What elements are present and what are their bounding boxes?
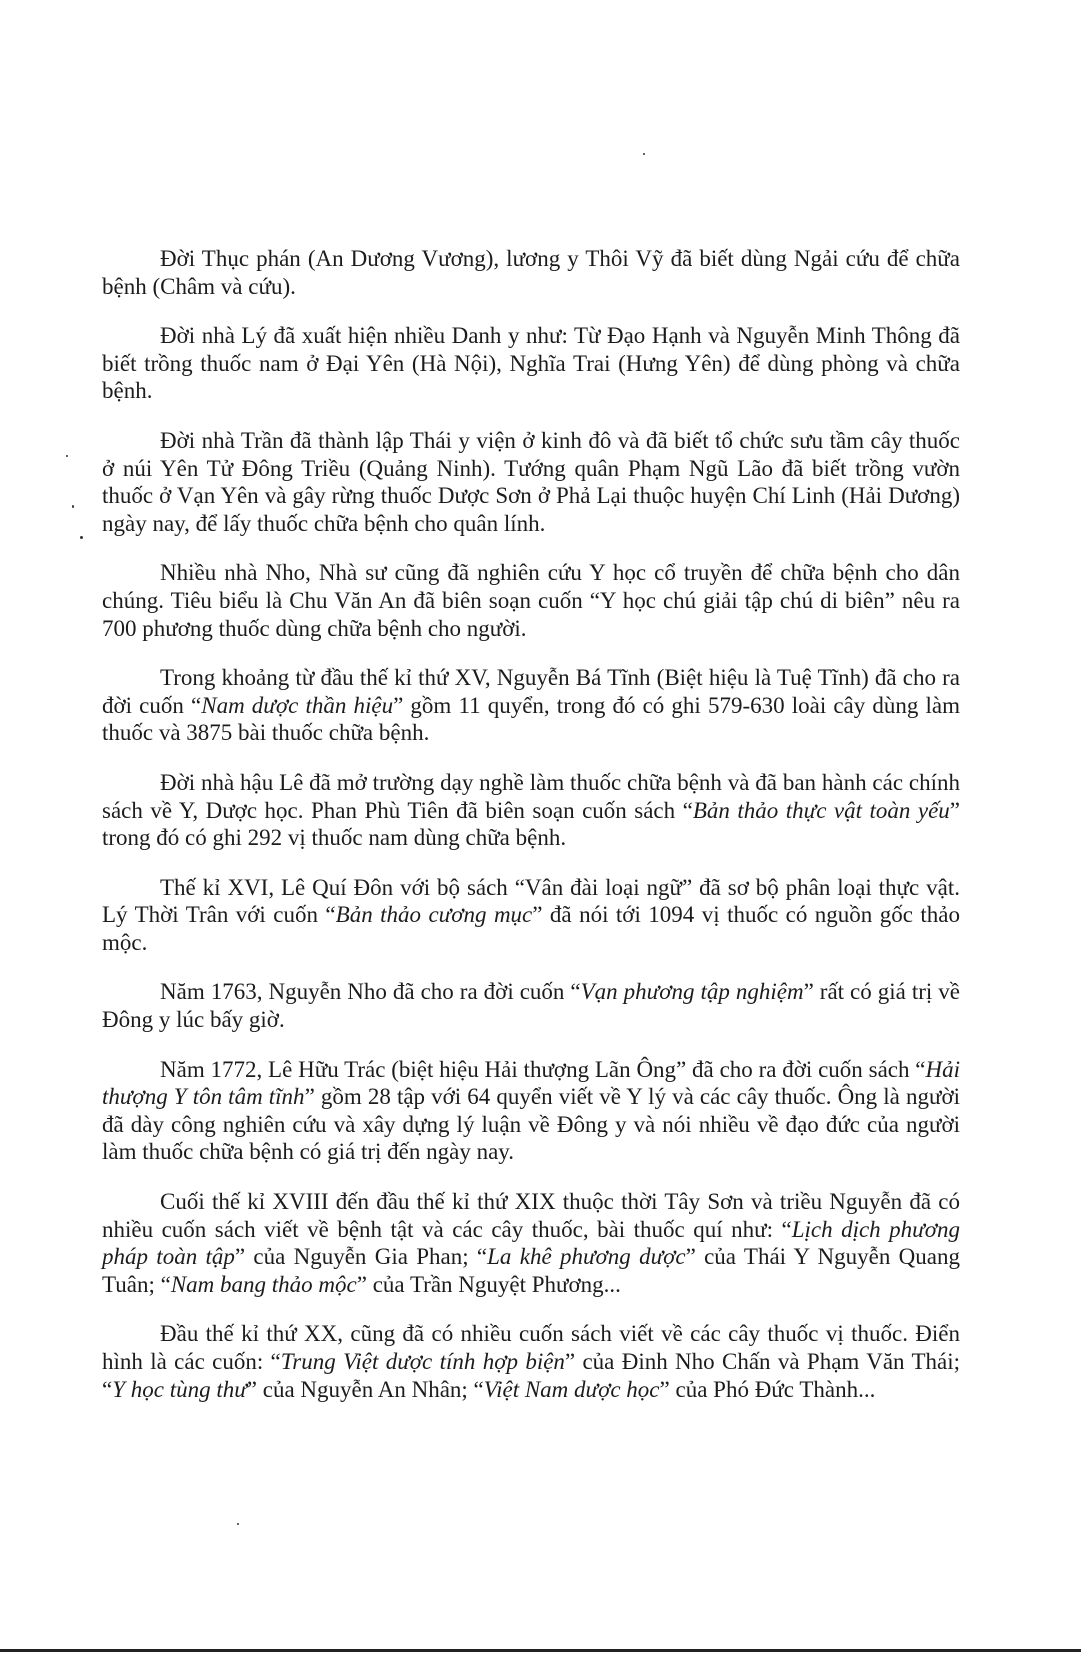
book-title: Bản thảo cương mục: [335, 902, 533, 928]
book-title: Nam dược thần hiệu: [201, 692, 394, 718]
paragraph: [102, 1056, 960, 1166]
text-run: ” của Nguyễn Gia Phan; “: [234, 1244, 488, 1270]
book-title: La khê phương dược: [487, 1244, 686, 1270]
scan-speck: [66, 455, 68, 457]
paragraph: [102, 664, 960, 747]
paragraph: [102, 322, 960, 405]
text-run: ” của Nguyễn An Nhân; “: [246, 1376, 484, 1402]
text-run: ” gồm 28 tập với 64 quyển viết về Y lý và các cây thuốc. Ông là người đã dày công nghiên cứu và xây dựng lý luận về Đông y và nói nhiều về đạo đức của người làm thuốc chữa bệnh có giá trị đến ngày nay.: [102, 1084, 960, 1165]
text-run: ” đã nói tới 1094 vị thuốc có nguồn gốc thảo mộc.: [102, 902, 960, 955]
text-run: ” của Trần Nguyệt Phương...: [356, 1271, 621, 1297]
scan-speck: [72, 505, 74, 508]
scan-speck: [237, 1523, 239, 1525]
paragraph: [102, 874, 960, 957]
text-run: Đời nhà hậu Lê đã mở trường dạy nghề làm thuốc chữa bệnh và đã ban hành các chính sách về Y, Dược học. Phan Phù Tiên đã biên soạn cuốn sách “: [102, 769, 960, 823]
book-title: Hải thượng Y tôn tâm tĩnh: [102, 1056, 960, 1110]
paragraph: [102, 1188, 960, 1298]
paragraph: [102, 427, 960, 537]
text-run: Đời nhà Lý đã xuất hiện nhiều Danh y như: Từ Đạo Hạnh và Nguyễn Minh Thông đã biết trồng thuốc nam ở Đại Yên (Hà Nội), Nghĩa Trai (Hưng Yên) để dùng phòng và chữa bệnh.: [102, 323, 960, 404]
book-title: Trung Việt dược tính hợp biện: [280, 1349, 565, 1374]
text-run: Năm 1763, Nguyễn Nho đã cho ra đời cuốn “: [160, 979, 581, 1005]
scan-speck: [80, 536, 83, 539]
text-run: Đầu thế kỉ thứ XX, cũng đã có nhiều cuốn sách viết về các cây thuốc vị thuốc. Điển hình là các cuốn: “: [102, 1321, 960, 1374]
paragraph: [102, 978, 960, 1033]
text-run: Đời nhà Trần đã thành lập Thái y viện ở kinh đô và đã biết tổ chức sưu tầm cây thuốc ở núi Yên Tử Đông Triều (Quảng Ninh). Tướng quân Phạm Ngũ Lão đã biết trồng vườn thuốc ở Vạn Yên và gây rừng thuốc Dược Sơn ở Phả Lại thuộc huyện Chí Linh (Hải Dương) ngày nay, để lấy thuốc chữa bệnh cho quân lính.: [102, 427, 960, 536]
book-title: Nam bang thảo mộc: [170, 1271, 357, 1297]
scan-speck: [643, 153, 645, 155]
text-run: Thế kỉ XVI, Lê Quí Đôn với bộ sách “Vân đài loại ngữ” đã sơ bộ phân loại thực vật. Lý Thời Trân với cuốn “: [102, 874, 960, 928]
text-run: ” của Đinh Nho Chấn và Phạm Văn Thái; “: [102, 1349, 960, 1402]
text-run: ” rất có giá trị về Đông y lúc bấy giờ.: [102, 979, 961, 1033]
text-run: Trong khoảng từ đầu thế kỉ thứ XV, Nguyễn Bá Tĩnh (Biệt hiệu là Tuệ Tĩnh) đã cho ra đời cuốn “: [102, 665, 960, 718]
paragraph: [102, 559, 960, 642]
text-run: Cuối thế kỉ XVIII đến đầu thế kỉ thứ XIX thuộc thời Tây Sơn và triều Nguyễn đã có nhiều cuốn sách viết về bệnh tật và các cây thuốc, bài thuốc quí như: “: [102, 1189, 960, 1242]
book-title: Lịch dịch phương pháp toàn tập: [102, 1216, 960, 1270]
text-run: ” gồm 11 quyển, trong đó có ghi 579-630 loài cây dùng làm thuốc và 3875 bài thuốc chữa bệnh.: [102, 692, 961, 746]
text-run: Nhiều nhà Nho, Nhà sư cũng đã nghiên cứu Y học cổ truyền để chữa bệnh cho dân chúng. Tiêu biểu là Chu Văn An đã biên soạn cuốn “Y học chú giải tập chú di biên” nêu ra 700 phương thuốc dùng chữa bệnh cho người.: [102, 560, 960, 641]
book-title: Vạn phương tập nghiệm: [580, 979, 804, 1005]
text-run: ” trong đó có ghi 292 vị thuốc nam dùng chữa bệnh.: [102, 797, 960, 851]
text-run: ” của Thái Y Nguyễn Quang Tuân; “: [102, 1244, 960, 1297]
book-title: Y học tùng thư: [112, 1376, 247, 1402]
text-run: ” của Phó Đức Thành...: [659, 1376, 876, 1402]
paragraph: [102, 1320, 960, 1403]
text-run: Đời Thục phán (An Dương Vương), lương y Thôi Vỹ đã biết dùng Ngải cứu để chữa bệnh (Châm và cứu).: [102, 246, 960, 299]
book-title: Việt Nam dược học: [483, 1376, 660, 1402]
paragraph: [102, 769, 960, 852]
book-title: Bản thảo thực vật toàn yếu: [692, 797, 950, 823]
paragraph: [102, 245, 960, 300]
body-text: [102, 245, 960, 1425]
page-bottom-edge: [0, 1649, 1081, 1652]
text-run: Năm 1772, Lê Hữu Trác (biệt hiệu Hải thượng Lãn Ông” đã cho ra đời cuốn sách “: [160, 1056, 926, 1082]
